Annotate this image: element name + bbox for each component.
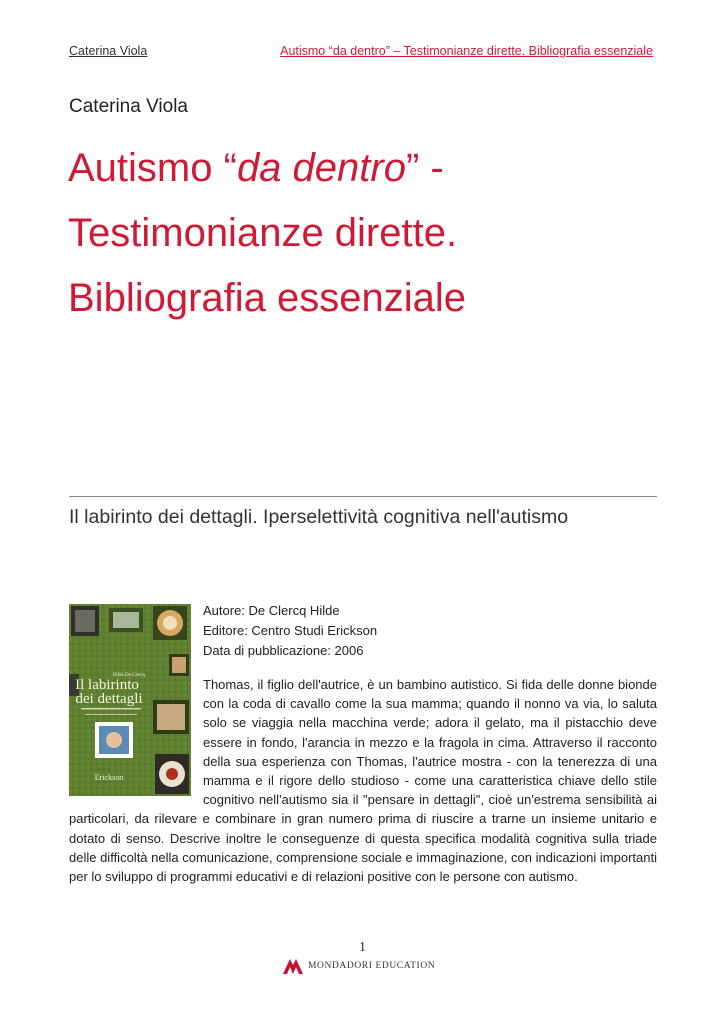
mondadori-logo — [282, 956, 435, 976]
title-part1: Autismo “ — [68, 146, 237, 190]
book-date: Data di pubblicazione: 2006 — [203, 643, 364, 658]
book-publisher: Editore: Centro Studi Erickson — [203, 623, 378, 638]
title-line3: Bibliografia essenziale — [68, 276, 467, 320]
running-header-author: Caterina Viola — [69, 44, 148, 58]
section-divider — [69, 496, 657, 497]
document-author: Caterina Viola — [69, 96, 189, 117]
page-number: 1 — [359, 940, 366, 955]
logo-text: MONDADORI EDUCATION — [308, 961, 436, 971]
cover-publisher: Erickson — [94, 773, 124, 782]
cover-spacer — [69, 675, 203, 799]
document-title — [68, 136, 688, 331]
cover-author: Hilde De Clercq — [112, 673, 146, 678]
title-part2: ” - — [405, 146, 444, 190]
title-italic: da dentro — [236, 146, 406, 190]
book-author: Autore: De Clercq Hilde — [203, 603, 340, 618]
cover-title-line1: Il labirinto — [75, 677, 139, 693]
book-description: Thomas, il figlio dell'autrice, è un bambino autistico. Si fida delle donne bionde con la coda di cavallo come la sua mamma; quando il nonno va via, lo saluta solo se viaggia nella macchina verde; adora il gelato, ma il pistacchio deve essere in fondo, l'arancia in mezzo e la fragola in cima. Attraverso il racconto della sua esperienza con Thomas, l'autrice mostra - con la tenerezza di una mamma e il rigore dello studioso - come una caratteristica chiave dello stile cognitivo nell'autismo sia il "pensare in dettagli", cioè un'estrema sensibilità ai particolari, da rilevare e combinare in gran numero prima di riuscire a trarne un insieme unitario e dotato di senso. Descrive inoltre le conseguenze di questa specifica modalità cognitiva sulla triade delle difficoltà nella comunicazione, comprensione sociale e immaginazione, con indicazioni importanti per lo sviluppo di programmi educativi e di relazioni positive con le persone con autismo. — [69, 677, 657, 885]
book-description-block — [69, 675, 657, 886]
book-metadata — [203, 601, 377, 661]
title-line2: Testimonianze dirette. — [68, 211, 458, 255]
running-header-title: Autismo “da dentro” – Testimonianze dirette. Bibliografia essenziale — [280, 44, 653, 58]
book-title: Il labirinto dei dettagli. Iperselettività cognitiva nell'autismo — [69, 506, 569, 528]
mondadori-logo-icon — [282, 957, 304, 975]
cover-title-line2: dei dettagli — [75, 691, 143, 707]
